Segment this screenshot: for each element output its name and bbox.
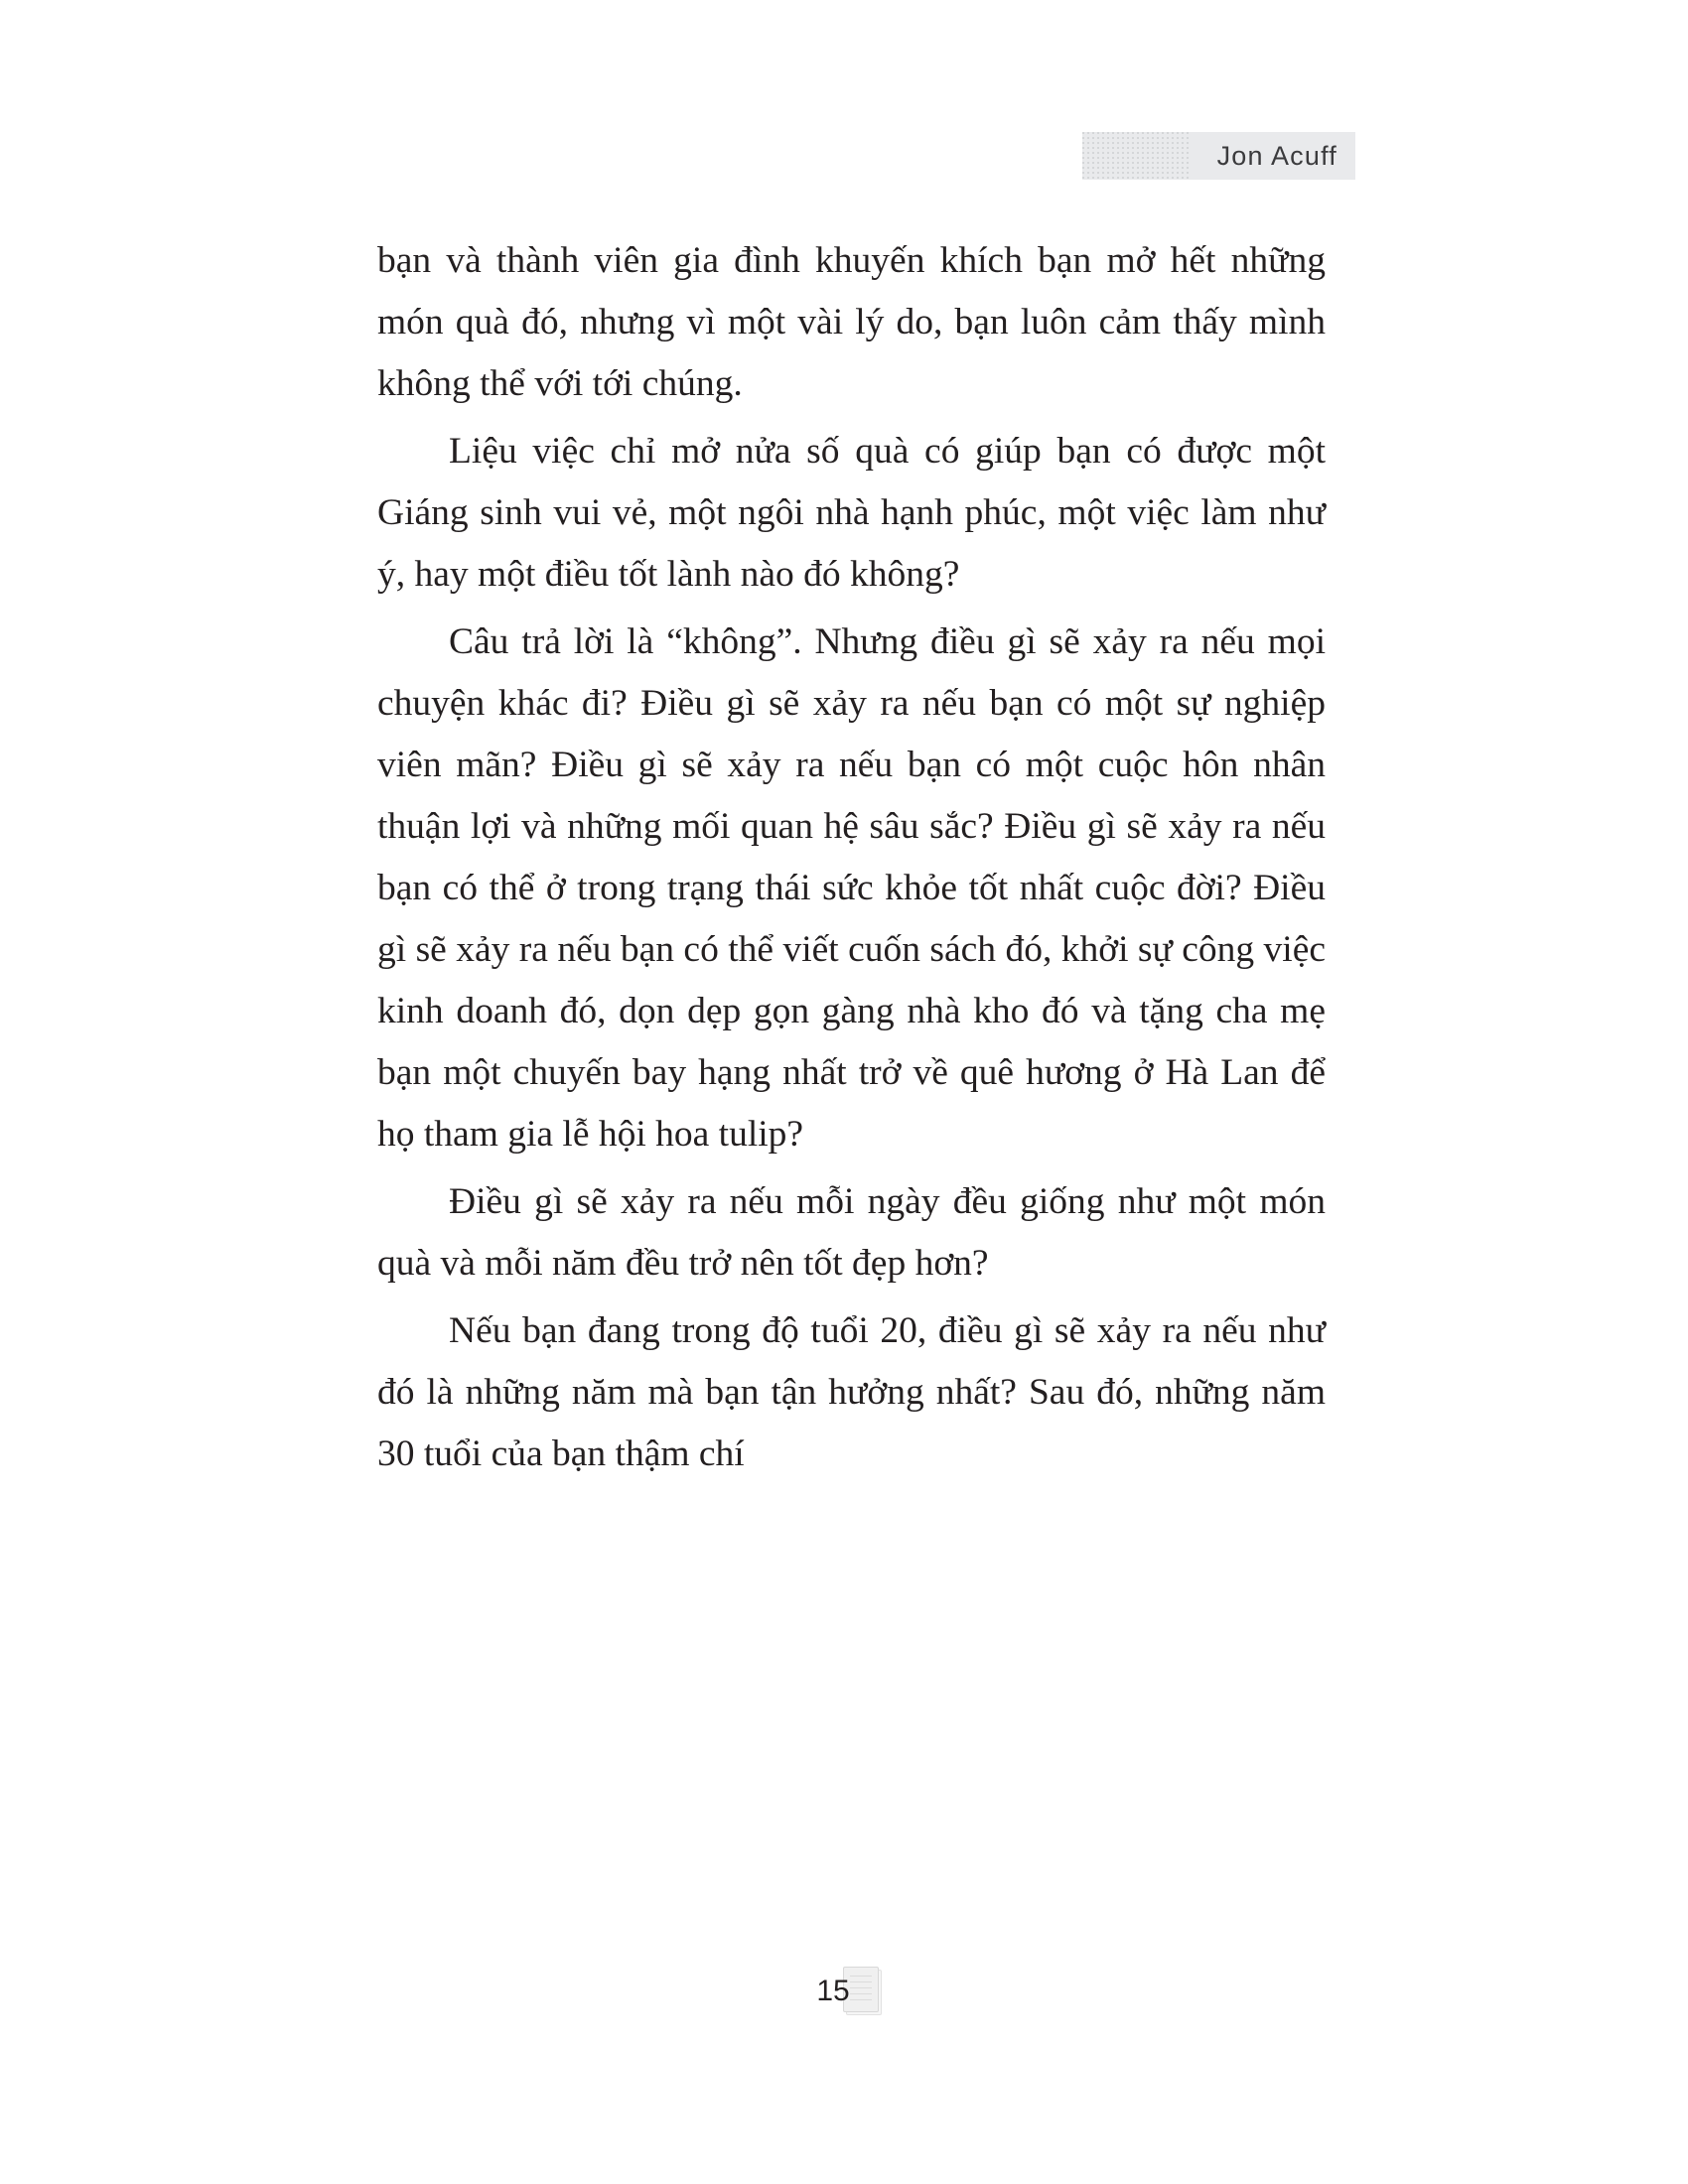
running-header: [1082, 132, 1355, 180]
folio: [805, 1961, 883, 2022]
header-texture-icon: [1082, 132, 1192, 180]
paragraph: Câu trả lời là “không”. Nhưng điều gì sẽ xảy ra nếu mọi chuyện khác đi? Điều gì sẽ xảy ra nếu bạn có một sự nghiệp viên mãn? Điều gì sẽ xảy ra nếu bạn có một cuộc hôn nhân thuận lợi và những mối quan hệ sâu sắc? Điều gì sẽ xảy ra nếu bạn có thể ở trong trạng thái sức khỏe tốt nhất cuộc đời? Điều gì sẽ xảy ra nếu bạn có thể viết cuốn sách đó, khởi sự công việc kinh doanh đó, dọn dẹp gọn gàng nhà kho đó và tặng cha mẹ bạn một chuyến bay hạng nhất trở về quê hương ở Hà Lan để họ tham gia lễ hội hoa tulip?: [377, 621, 1326, 1155]
header-author-name: Jon Acuff: [1216, 140, 1337, 171]
page-number: 15: [816, 1975, 850, 2007]
page-footer: [0, 1961, 1688, 2022]
paragraph: bạn và thành viên gia đình khuyến khích bạn mở hết những món quà đó, nhưng vì một vài lý do, bạn luôn cảm thấy mình không thể với tới chúng.: [377, 240, 1326, 404]
body-text-column: [377, 230, 1326, 1485]
paragraph: Nếu bạn đang trong độ tuổi 20, điều gì sẽ xảy ra nếu như đó là những năm mà bạn tận hưởng nhất? Sau đó, những năm 30 tuổi của bạn thậm chí: [377, 1310, 1326, 1474]
paragraph: Điều gì sẽ xảy ra nếu mỗi ngày đều giống như một món quà và mỗi năm đều trở nên tốt đẹp hơn?: [377, 1181, 1326, 1284]
paragraph: Liệu việc chỉ mở nửa số quà có giúp bạn có được một Giáng sinh vui vẻ, một ngôi nhà hạnh phúc, một việc làm như ý, hay một điều tốt lành nào đó không?: [377, 431, 1326, 595]
